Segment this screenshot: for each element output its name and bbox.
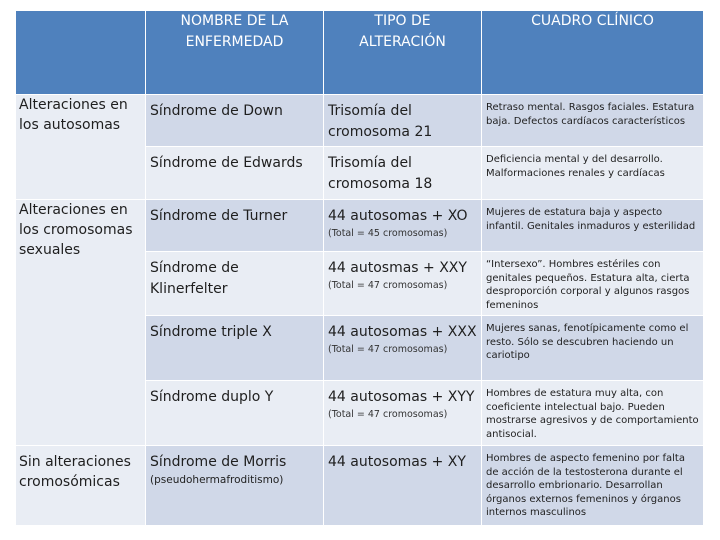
- alteration-total: (Total = 47 cromosomas): [328, 280, 448, 291]
- clinical-picture: Mujeres sanas, fenotípicamente como el resto. Sólo se descubren haciendo un cariotipo: [486, 323, 689, 361]
- disease-name: Síndrome de Klinerfelter: [150, 260, 239, 297]
- group-autosomas: Alteraciones en los autosomas: [16, 95, 146, 200]
- alteration: Trisomía del cromosoma 18: [328, 155, 433, 192]
- clinical-picture: Deficiencia mental y del desarrollo. Malformaciones renales y cardíacas: [486, 154, 665, 179]
- group-sin-alteraciones: Sin alteraciones cromosómicas: [16, 446, 146, 526]
- disease-name: Síndrome triple X: [150, 324, 272, 340]
- alteration-total: (Total = 47 cromosomas): [328, 409, 448, 420]
- header-disease-name: NOMBRE DE LA ENFERMEDAD: [146, 11, 324, 95]
- disease-name-sub: (pseudohermafroditismo): [150, 474, 284, 486]
- disease-name: Síndrome de Turner: [150, 208, 288, 224]
- alteration: 44 autosomas + XYY: [328, 389, 475, 405]
- clinical-picture: “Intersexo”. Hombres estériles con genitales pequeños. Estatura alta, cierta desproporción corporal y algunos rasgos femeninos: [486, 259, 690, 311]
- clinical-picture: Hombres de aspecto femenino por falta de acción de la testosterona durante el desarrollo embrionario. Desarrollan órganos externos femeninos y órganos internos masculinos: [486, 453, 685, 518]
- clinical-picture: Mujeres de estatura baja y aspecto infantil. Genitales inmaduros y esterilidad: [486, 207, 696, 232]
- header-row: [16, 11, 704, 95]
- disease-name: Síndrome de Edwards: [150, 155, 303, 171]
- alteration: 44 autosomas + XO: [328, 208, 468, 224]
- clinical-picture: Retraso mental. Rasgos faciales. Estatura baja. Defectos cardíacos característicos: [486, 102, 695, 127]
- disease-name: Síndrome de Morris: [150, 454, 287, 470]
- disease-table: [15, 10, 704, 526]
- table-row: [16, 200, 704, 252]
- alteration: Trisomía del cromosoma 21: [328, 103, 433, 140]
- alteration: 44 autosmas + XXY: [328, 260, 467, 276]
- disease-name: Síndrome duplo Y: [150, 389, 274, 405]
- header-clinical-picture: CUADRO CLÍNICO: [482, 11, 704, 95]
- disease-name: Síndrome de Down: [150, 103, 283, 119]
- alteration-total: (Total = 47 cromosomas): [328, 344, 448, 355]
- table-row: [16, 446, 704, 526]
- alteration: 44 autosomas + XY: [328, 454, 466, 470]
- group-sexuales: Alteraciones en los cromosomas sexuales: [16, 200, 146, 446]
- alteration-total: (Total = 45 cromosomas): [328, 228, 448, 239]
- header-blank: [16, 11, 146, 95]
- clinical-picture: Hombres de estatura muy alta, con coeficiente intelectual bajo. Pueden mostrarse agresivos y de comportamiento antisocial.: [486, 388, 699, 440]
- header-alteration-type: TIPO DE ALTERACIÓN: [324, 11, 482, 95]
- alteration: 44 autosomas + XXX: [328, 324, 477, 340]
- table-row: [16, 95, 704, 147]
